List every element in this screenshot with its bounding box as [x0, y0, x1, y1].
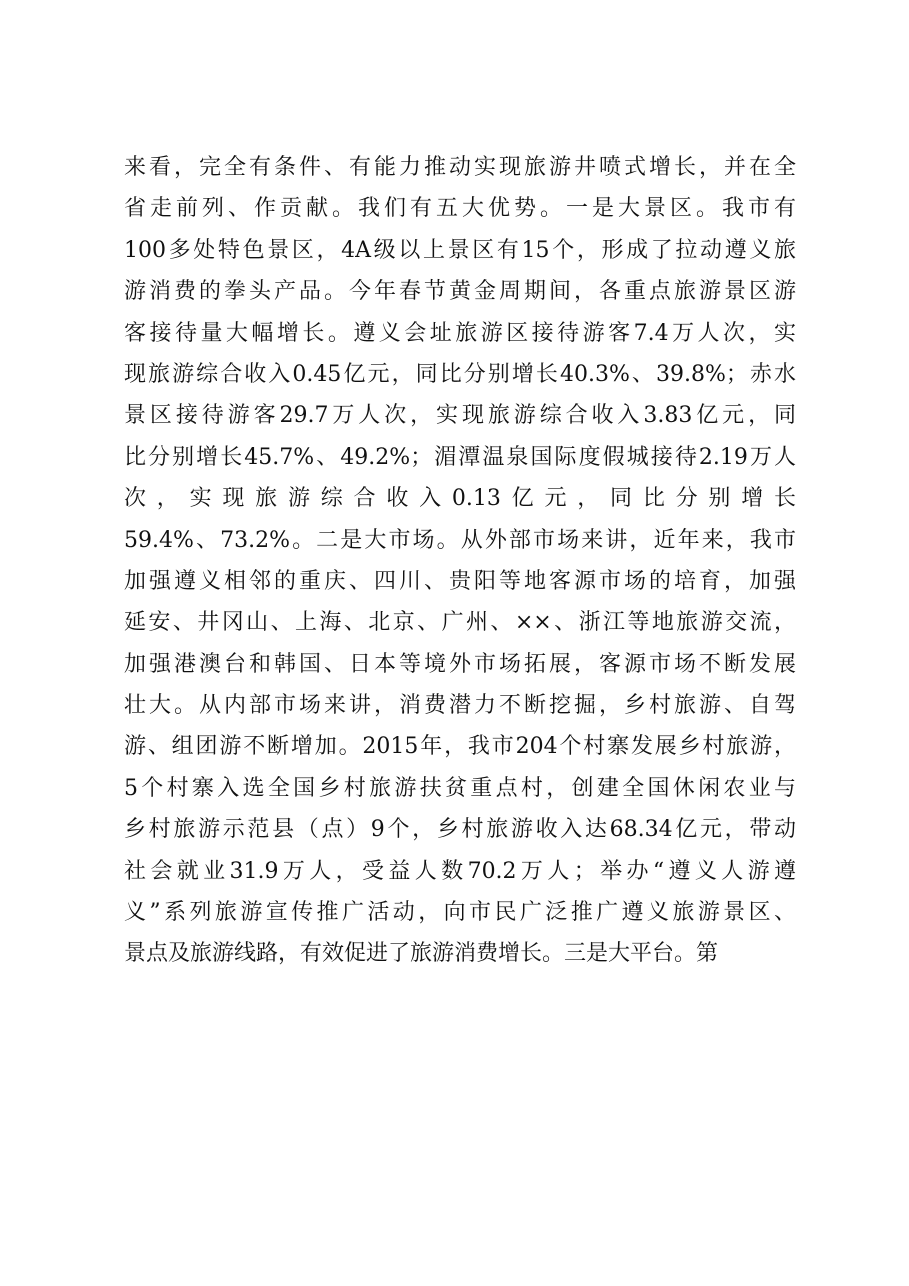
text-line: 省走前列、作贡献。我们有五大优势。一是大景区。我市有 — [124, 196, 796, 222]
text-line: 延安、井冈山、上海、北京、广州、××、浙江等地旅游交流， — [124, 610, 796, 636]
text-line: 客接待量大幅增长。遵义会址旅游区接待游客7.4万人次，实 — [124, 320, 796, 346]
body-paragraph — [124, 147, 796, 975]
text-line: 乡村旅游示范县（点）9个，乡村旅游收入达68.34亿元，带动 — [124, 817, 796, 843]
text-line: 加强遵义相邻的重庆、四川、贵阳等地客源市场的培育，加强 — [124, 568, 796, 594]
text-line: 100多处特色景区，4A级以上景区有15个，形成了拉动遵义旅 — [124, 237, 796, 263]
text-line: 现旅游综合收入0.45亿元，同比分别增长40.3%、39.8%；赤水 — [124, 361, 796, 387]
text-line: 游、组团游不断增加。2015年，我市204个村寨发展乡村旅游， — [124, 734, 796, 760]
text-line: 景点及旅游线路，有效促进了旅游消费增长。三是大平台。第 — [124, 941, 719, 967]
text-line: 来看，完全有条件、有能力推动实现旅游井喷式增长，并在全 — [124, 155, 796, 180]
text-line: 次，实现旅游综合收入0.13亿元，同比分别增长 — [124, 486, 796, 512]
text-line: 5个村寨入选全国乡村旅游扶贫重点村，创建全国休闲农业与 — [124, 775, 796, 801]
text-line: 加强港澳台和韩国、日本等境外市场拓展，客源市场不断发展 — [124, 651, 796, 677]
text-line: 义”系列旅游宣传推广活动，向市民广泛推广遵义旅游景区、 — [124, 900, 796, 926]
text-line: 比分别增长45.7%、49.2%；湄潭温泉国际度假城接待2.19万人 — [124, 444, 796, 470]
text-line: 社会就业31.9万人，受益人数70.2万人；举办“遵义人游遵 — [124, 858, 796, 884]
text-line: 游消费的拳头产品。今年春节黄金周期间，各重点旅游景区游 — [124, 279, 796, 305]
text-line: 壮大。从内部市场来讲，消费潜力不断挖掘，乡村旅游、自驾 — [124, 693, 796, 719]
text-line: 59.4%、73.2%。二是大市场。从外部市场来讲，近年来，我市 — [124, 527, 796, 553]
text-line: 景区接待游客29.7万人次，实现旅游综合收入3.83亿元，同 — [124, 403, 796, 429]
